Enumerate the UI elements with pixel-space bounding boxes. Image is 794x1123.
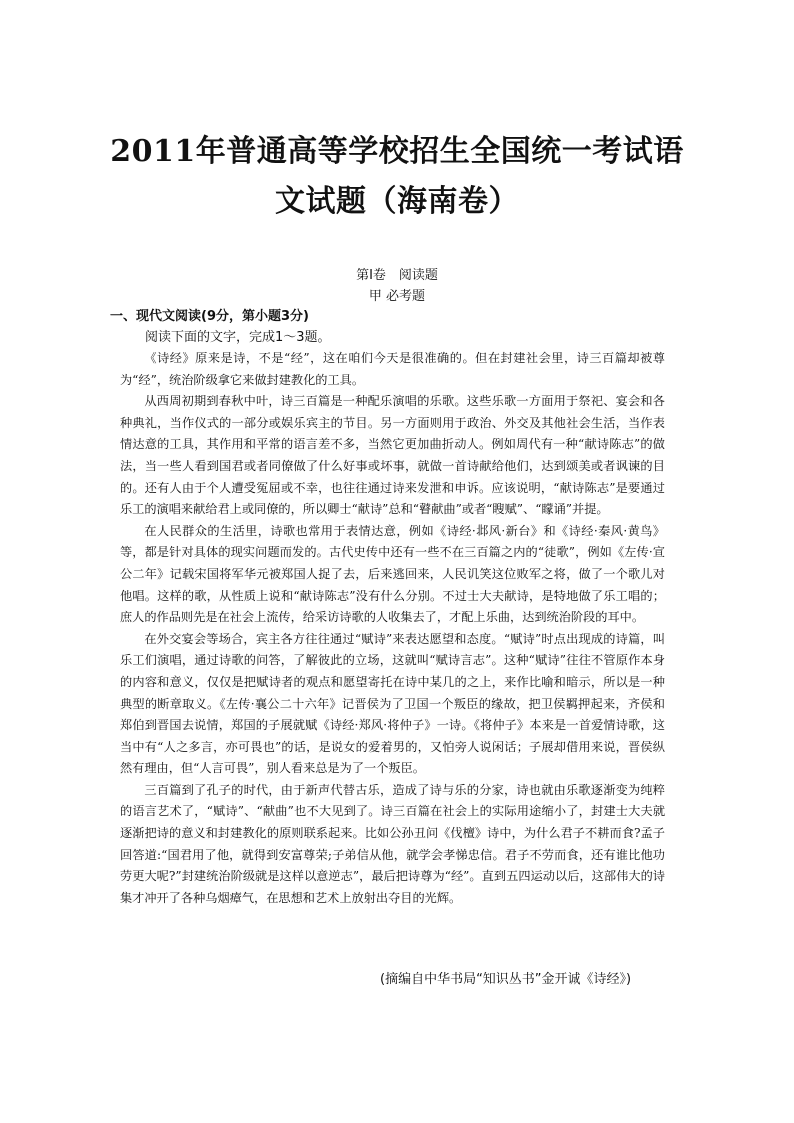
volume-label: 第Ⅰ卷 阅读题 <box>356 268 438 283</box>
passage-paragraph-3: 在人民群众的生活里，诗歌也常用于表情达意，例如《诗经·邶风·新台》和《诗经·秦风·黄鸟》等，都是针对具体的现实问题而发的。古代史传中还有一些不在三百篇之内的“徒歌”，例如《左传·宣公二年》记载宋国将军华元被郑国人捉了去，后来逃回来，人民讥笑这位败军之将，做了一个歌儿对他唱。这样的歌，从性质上说和“献诗陈志”没有什么分别。不过士大夫献诗，是特地做了乐工唱的；庶人的作品则先是在社会上流传，给采访诗歌的人收集去了，才配上乐曲，达到统治阶段的耳中。 <box>120 523 665 625</box>
page-title-line-1: 2011年普通高等学校招生全国统一考试语 <box>110 134 684 169</box>
passage-body <box>120 348 665 909</box>
source-citation: (摘编自中华书局“知识丛书”金开诚《诗经》) <box>380 972 632 987</box>
required-questions-label: 甲 必考题 <box>368 289 426 304</box>
passage-paragraph-5: 三百篇到了孔子的时代，由于新声代替古乐，造成了诗与乐的分家，诗也就由乐歌逐渐变为纯粹的语言艺术了，“赋诗”、“献曲”也不大见到了。诗三百篇在社会上的实际用途缩小了，封建士大夫就逐渐把诗的意义和封建教化的原则联系起来。比如公孙丑问《伐檀》诗中，为什么君子不耕而食?孟子回答道:“国君用了他，就得到安富尊荣;子弟信从他，就学会孝悌忠信。君子不劳而食，还有谁比他功劳更大呢?”封建统治阶级就是这样以意逆志”，最后把诗尊为“经”。直到五四运动以后，这部伟大的诗集才冲开了各种乌烟瘴气，在思想和艺术上放射出夺目的光辉。 <box>120 782 665 905</box>
page-title-line-2: 文试题（海南卷） <box>275 184 519 219</box>
passage-paragraph-1: 《诗经》原来是诗，不是“经”，这在咱们今天是很准确的。但在封建社会里，诗三百篇却被尊为“经”，统治阶级拿它来做封建教化的工具。 <box>120 351 665 387</box>
passage-paragraph-4: 在外交宴会等场合，宾主各方往往通过“赋诗”来表达愿望和态度。“赋诗”时点出现成的诗篇，叫乐工们演唱，通过诗歌的问答，了解彼此的立场，这就叫“赋诗言志”。这种“赋诗”往往不管原作本身的内容和意义，仅仅是把赋诗者的观点和愿望寄托在诗中某几的之上，来作比喻和暗示，所以是一种典型的断章取义。《左传·襄公二十六年》记晋侯为了卫国一个叛臣的缘故，把卫侯羁押起来，齐侯和郑伯到晋国去说情，郑国的子展就赋《诗经·郑风·将仲子》一诗。《将仲子》本来是一首爱情诗歌，这当中有“人之多言，亦可畏也”的话，是说女的爱着男的，又怕旁人说闲话；子展却借用来说，晋侯纵然有理由，但“人言可畏”，别人看来总是为了一个叛臣。 <box>120 631 665 776</box>
passage-paragraph-2: 从西周初期到春秋中叶，诗三百篇是一种配乐演唱的乐歌。这些乐歌一方面用于祭祀、宴会和各种典礼，当作仪式的一部分或娱乐宾主的节目。另一方面则用于政治、外交及其他社会生活，当作表情达意的工具，其作用和平常的语言差不多，当然它更加曲折动人。例如周代有一种“献诗陈志”的做法，当一些人看到国君或者同僚做了什么好事或坏事，就做一首诗献给他们，达到颂美或者讽谏的目的。还有人由于个人遭受冤屈或不幸，也往往通过诗来发泄和申诉。应该说明，“献诗陈志”是要通过乐工的演唱来献给君上或同僚的，所以卿士“献诗”总和“瞽献曲”或者“瞍赋”、“矇诵”并提。 <box>120 394 665 517</box>
reading-instruction: 阅读下面的文字，完成1～3题。 <box>145 330 331 345</box>
section-heading: 一、现代文阅读(9分，第小题3分) <box>110 309 309 324</box>
